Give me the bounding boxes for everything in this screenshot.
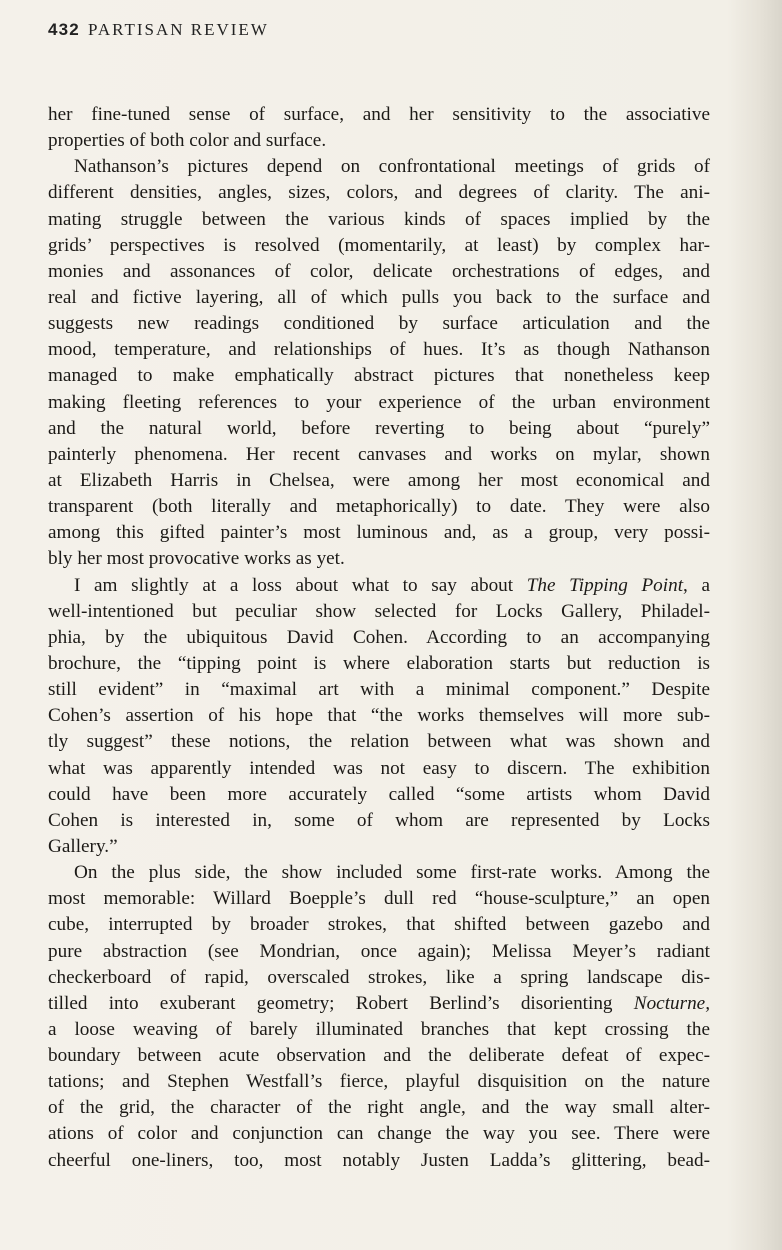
text-line-main: grids’ perspectives is resolved (momentarily, at least) by complex har- [48, 234, 710, 256]
text-line [48, 1043, 710, 1069]
text-line [48, 363, 710, 389]
italic-title: Nocturne, [633, 992, 710, 1014]
text-line-main: painterly phenomena. Her recent canvases and works on mylar, shown [48, 443, 710, 465]
text-line-main: Gallery.” [48, 835, 118, 857]
page-number: 432 [48, 20, 80, 39]
text-line-main: well-intentioned but peculiar show selected for Locks Gallery, Philadel- [48, 600, 710, 622]
italic-title: The Tipping Point [526, 574, 684, 596]
text-line-main: making fleeting references to your experience of the urban environment [48, 391, 710, 413]
text-line [48, 625, 710, 651]
text-line-main: her fine-tuned sense of surface, and her sensitivity to the associative [48, 104, 710, 125]
text-line [48, 1148, 710, 1174]
text-line [48, 1017, 710, 1043]
text-line-after: , a [683, 574, 711, 596]
text-line [48, 1095, 710, 1121]
text-line [48, 468, 710, 494]
text-line-main: mating struggle between the various kinds of spaces implied by the [48, 208, 710, 230]
text-line [48, 599, 710, 625]
body-text [48, 102, 710, 1174]
text-line [48, 520, 710, 546]
text-line [48, 259, 710, 285]
text-line-main: at Elizabeth Harris in Chelsea, were among her most economical and [48, 469, 710, 491]
text-line [48, 808, 710, 834]
text-line [48, 180, 710, 206]
text-line [48, 494, 710, 520]
text-line [48, 442, 710, 468]
text-line [48, 965, 710, 991]
text-line [48, 860, 710, 886]
text-line-main: I am slightly at a loss about what to say about [74, 574, 527, 596]
text-line [48, 729, 710, 755]
text-line-main: brochure, the “tipping point is where elaboration starts but reduction is [48, 652, 710, 674]
text-line-main: managed to make emphatically abstract pictures that nonetheless keep [48, 365, 710, 387]
text-line [48, 1069, 710, 1095]
text-line [48, 573, 710, 599]
text-line-main: Cohen’s assertion of his hope that “the works themselves will more sub- [48, 705, 710, 727]
text-line [48, 991, 710, 1017]
text-line-main: pure abstraction (see Mondrian, once again); Melissa Meyer’s radiant [48, 940, 710, 962]
text-line [48, 834, 710, 860]
text-line [48, 390, 710, 416]
text-line-main: a loose weaving of barely illuminated branches that kept crossing the [48, 1018, 710, 1040]
text-line [48, 128, 710, 154]
text-line-main: monies and assonances of color, delicate orchestrations of edges, and [48, 260, 710, 282]
text-line-main: bly her most provocative works as yet. [48, 548, 345, 570]
text-line-main: most memorable: Willard Boepple’s dull red “house-sculpture,” an open [48, 888, 710, 910]
text-line [48, 939, 710, 965]
text-line-main: tilled into exuberant geometry; Robert Berlind’s disorienting [48, 992, 634, 1014]
text-line [48, 233, 710, 259]
text-line-main: transparent (both literally and metaphorically) to date. They were also [48, 496, 710, 518]
text-line [48, 546, 710, 572]
text-line-main: suggests new readings conditioned by surface articulation and the [48, 313, 710, 335]
text-line-main: cube, interrupted by broader strokes, that shifted between gazebo and [48, 914, 710, 936]
text-line-main: among this gifted painter’s most luminous and, as a group, very possi- [48, 522, 710, 544]
text-line-main: Nathanson’s pictures depend on confrontational meetings of grids of [74, 156, 710, 178]
page-header [48, 20, 269, 40]
text-line-main: properties of both color and surface. [48, 130, 327, 152]
text-line-main: still evident” in “maximal art with a minimal component.” Despite [48, 679, 710, 701]
text-line [48, 651, 710, 677]
text-line-main: tations; and Stephen Westfall’s fierce, playful disquisition on the nature [48, 1071, 710, 1093]
text-line-main: cheerful one-liners, too, most notably Justen Ladda’s glittering, bead- [48, 1149, 710, 1171]
text-line [48, 337, 710, 363]
text-line-main: boundary between acute observation and the deliberate defeat of expec- [48, 1045, 710, 1067]
text-line [48, 677, 710, 703]
text-line [48, 416, 710, 442]
text-line-main: On the plus side, the show included some first-rate works. Among the [74, 862, 710, 884]
text-line-main: could have been more accurately called “some artists whom David [48, 783, 710, 805]
text-line [48, 207, 710, 233]
text-line [48, 756, 710, 782]
text-line-main: what was apparently intended was not easy to discern. The exhibition [48, 757, 710, 779]
text-line-main: Cohen is interested in, some of whom are represented by Locks [48, 809, 710, 831]
text-line [48, 154, 710, 180]
text-line [48, 102, 710, 128]
text-line [48, 311, 710, 337]
text-line-main: ations of color and conjunction can change the way you see. There were [48, 1123, 710, 1145]
text-line [48, 1121, 710, 1147]
text-line-main: tly suggest” these notions, the relation between what was shown and [48, 731, 710, 753]
running-head: PARTISAN REVIEW [87, 20, 269, 39]
text-line-main: different densities, angles, sizes, colors, and degrees of clarity. The ani- [48, 182, 710, 204]
text-line [48, 886, 710, 912]
text-line-main: phia, by the ubiquitous David Cohen. According to an accompanying [48, 626, 710, 648]
text-line-main: checkerboard of rapid, overscaled strokes, like a spring landscape dis- [48, 966, 710, 988]
text-line [48, 703, 710, 729]
text-line-main: and the natural world, before reverting to being about “purely” [48, 417, 710, 439]
text-line [48, 285, 710, 311]
text-line [48, 912, 710, 938]
text-line-main: of the grid, the character of the right angle, and the way small alter- [48, 1097, 710, 1119]
text-line-main: mood, temperature, and relationships of hues. It’s as though Nathanson [48, 339, 710, 361]
text-line-main: real and fictive layering, all of which pulls you back to the surface and [48, 286, 710, 308]
text-line [48, 782, 710, 808]
